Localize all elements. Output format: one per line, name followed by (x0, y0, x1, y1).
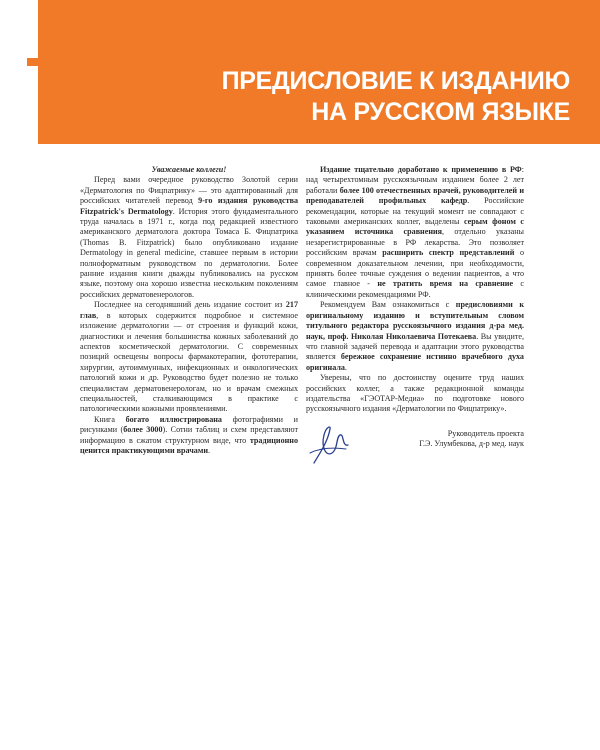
header-banner (38, 0, 600, 144)
text-run: . Вы увидите, что главной задачей перевода и адаптации этого руководства является (306, 331, 524, 362)
bold-run: 9-го издания руководства Fitzpatrick's Dermatology (80, 196, 299, 216)
text-run: Рекомендуем Вам ознакомиться с (320, 300, 456, 310)
text-run: : над четырехтомным русскоязычным изданием более 2 лет работали (306, 165, 524, 195)
bold-run: традиционно ценится практикующими врачами (80, 435, 298, 455)
text-run: с клиническими рекомендациями РФ. (306, 279, 524, 299)
paragraph (80, 300, 298, 414)
bold-run: предисловиями к оригинальному изданию и вступительным словом титульного редактора русскоязычного издания д-ра мед. наук, проф. Николая Николаевича Потекаева (306, 300, 524, 341)
text-run: Книга (94, 414, 126, 424)
bold-run: 217 глав (80, 300, 298, 320)
bold-run: серым фоном с указанием источника сравнения (306, 217, 524, 237)
left-column (80, 165, 298, 456)
text-run: , отдельно указаны незарегистрированные в РФ лекарства. Это позволяет российским врачам (306, 227, 524, 258)
signature-text (419, 429, 524, 450)
text-run: . (344, 362, 347, 372)
bold-run: богато иллюстрирована (125, 414, 222, 424)
paragraph (80, 415, 298, 457)
paragraph (306, 165, 524, 300)
paragraph (306, 373, 524, 415)
text-run: ). Сотни таблиц и схем представляют информацию в сжатом структурном виде, что (80, 425, 298, 445)
bold-run: бережное сохранение истинно врачебного духа оригинала (306, 352, 524, 372)
signature-role: Руководитель проекта (447, 428, 524, 438)
handwritten-signature-icon (306, 423, 356, 469)
page-title (222, 66, 570, 128)
text-run: фотографиями и рисунками ( (80, 414, 298, 435)
bold-run: не тратить время на сравнение (377, 279, 514, 289)
greeting: Уважаемые коллеги! (151, 165, 227, 174)
accent-tab (27, 58, 38, 66)
text-run: Последнее на сегодняшний день издание состоит из (94, 300, 286, 310)
text-run: о современном доказательном лечении, при необходимости, принять более точные суждения о ведении пациентов, а что самое главное - (306, 248, 524, 289)
page-title-line-1: ПРЕДИСЛОВИЕ К ИЗДАНИЮ (221, 67, 570, 95)
text-run: Перед вами очередное руководство Золотой серии «Дерматология по Фицпатрику» — это адаптированный для российских читателей перевод (80, 175, 298, 206)
page-title-line-2: НА РУССКОМ ЯЗЫКЕ (311, 98, 570, 126)
text-run: Уверены, что по достоинству оцените труд наших российских коллег, а также редакционной команды издательства «ГЭОТАР-Медиа» по подготовке нового русскоязычного издания «Дерматологии по Фицпатрику». (306, 373, 524, 414)
text-run: . История этого фундаментального труда началась в 1971 г., когда под редакцией известного американского дерматолога доктора Томаса Б. Фицпатрика (Thomas B. Fitzpatrick) было опубликовано издание Dermatology in general medicine, ставшее первым в истории полноформатным руководством по дерматологии. Более ранние издания книги дважды публиковались на русском языке, поэтому она хорошо известна нескольким поколениям российских дерматовенерологов. (80, 206, 298, 299)
bold-run: расширить спектр представлений (382, 248, 515, 258)
bold-run: более 3000 (123, 425, 163, 435)
paragraph (80, 175, 298, 300)
bold-run: Издание тщательно доработано к применению в РФ (320, 165, 522, 174)
text-run: , в которых содержится подробное и системное изложение дерматологии — от строения и функций кожи, диагностики и лечения большинства кожных заболеваний до аспектов косметической дерматологии. С современных позиций освещены вопросы фармакотерапии, фототерапии, хирургии, аутоиммунных, инфекционных и онкологических патологий кожи и др. Руководство будет полезно не только специалистам дерматовенерологам, но и врачам смежных специальностей, сталкивающимся в практике с патологическими кожными проявлениями. (80, 310, 298, 414)
text-run: . (208, 445, 211, 455)
right-column (306, 165, 524, 469)
bold-run: более 100 отечественных врачей, руководителей и преподавателей профильных кафедр (306, 185, 524, 206)
signature-block (306, 429, 524, 469)
paragraph (306, 300, 524, 373)
text-run: . Российские рекомендации, которые на текущий момент не совпадают с таковыми американских коллег, выделены (306, 196, 524, 227)
signature-name: Г.Э. Улумбекова, д-р мед. наук (419, 439, 524, 449)
